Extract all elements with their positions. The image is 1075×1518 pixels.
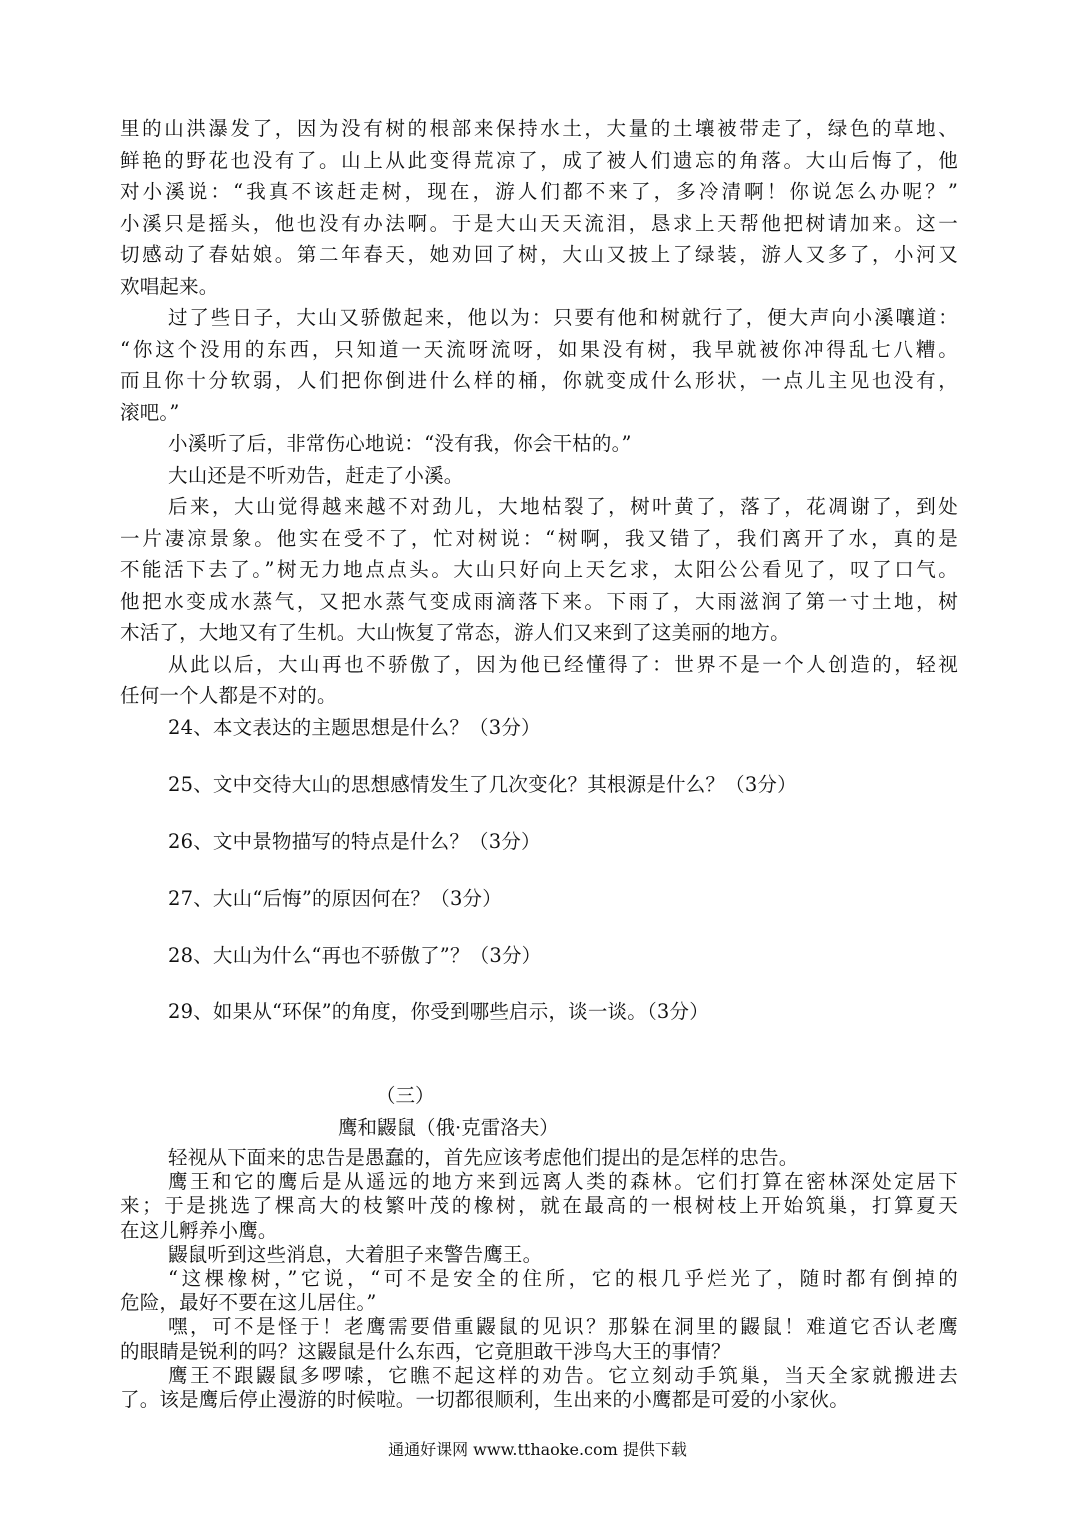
- paragraph-line: 他把水变成水蒸气，又把水蒸气变成雨滴落下来。下雨了，大雨滋润了第一寸土地，树: [120, 590, 958, 613]
- paragraph-line: 的眼睛是锐利的吗？这鼹鼠是什么东西，它竟胆敢干涉鸟大王的事情？: [120, 1339, 731, 1363]
- paragraph-line: 从此以后，大山再也不骄傲了，因为他已经懂得了：世界不是一个人创造的，轻视: [168, 653, 958, 676]
- paragraph-line: 对小溪说：“我真不该赶走树，现在，游人们都不来了，多冷清啊！你说怎么办呢？”: [120, 180, 958, 203]
- question-item: 28、大山为什么“再也不骄傲了”？（3分）: [168, 944, 542, 967]
- paragraph-line: 嘿，可不是怪于！老鹰需要借重鼹鼠的见识？那躲在洞里的鼹鼠！难道它否认老鹰: [168, 1315, 958, 1339]
- paragraph-line: 滚吧。”: [120, 401, 180, 424]
- paragraph-line: 鲜艳的野花也没有了。山上从此变得荒凉了，成了被人们遗忘的角落。大山后悔了，他: [120, 149, 958, 172]
- paragraph-line: 大山还是不听劝告，赶走了小溪。: [168, 464, 464, 487]
- section-title: 鹰和鼹鼠（俄·克雷洛夫）: [338, 1116, 559, 1139]
- paragraph-line: 不能活下去了。”树无力地点点头。大山只好向上天乞求，太阳公公看见了，叹了口气。: [120, 558, 958, 581]
- paragraph-line: 木活了，大地又有了生机。大山恢复了常态，游人们又来到了这美丽的地方。: [120, 621, 790, 644]
- question-item: 26、文中景物描写的特点是什么？（3分）: [168, 830, 541, 853]
- question-item: 24、本文表达的主题思想是什么？（3分）: [168, 716, 541, 739]
- paragraph-line: 欢唱起来。: [120, 275, 219, 298]
- paragraph-line: 小溪只是摇头，他也没有办法啊。于是大山天天流泪，恳求上天帮他把树请加来。这一: [120, 212, 958, 235]
- paragraph-line: 来；于是挑选了棵高大的枝繁叶茂的橡树，就在最高的一根树枝上开始筑巢，打算夏天: [120, 1194, 958, 1218]
- paragraph-line: “你这个没用的东西，只知道一天流呀流呀，如果没有树，我早就被你冲得乱七八糟。: [120, 338, 958, 361]
- paragraph-line: 一片凄凉景象。他实在受不了，忙对树说：“树啊，我又错了，我们离开了水，真的是: [120, 527, 958, 550]
- question-item: 29、如果从“环保”的角度，你受到哪些启示，谈一谈。（3分）: [168, 1000, 709, 1023]
- paragraph-line: 鹰王不跟鼹鼠多啰嗦，它瞧不起这样的劝告。它立刻动手筑巢，当天全家就搬进去: [168, 1363, 958, 1387]
- page-footer: 通通好课网 www.tthaoke.com 提供下载: [388, 1440, 687, 1459]
- paragraph-line: 在这儿孵养小鹰。: [120, 1218, 278, 1242]
- paragraph-line: 危险，最好不要在这儿居住。”: [120, 1291, 377, 1315]
- question-item: 25、文中交待大山的思想感情发生了几次变化？其根源是什么？（3分）: [168, 773, 797, 796]
- paragraph-line: 鹰王和它的鹰后是从遥远的地方来到远离人类的森林。它们打算在密林深处定居下: [168, 1170, 958, 1194]
- paragraph-line: 任何一个人都是不对的。: [120, 684, 337, 707]
- paragraph-line: 了。该是鹰后停止漫游的时候啦。一切都很顺利，生出来的小鹰都是可爱的小家伙。: [120, 1388, 849, 1411]
- paragraph-line: “这棵橡树，”它说，“可不是安全的住所，它的根几乎烂光了，随时都有倒掉的: [168, 1267, 958, 1290]
- paragraph-line: 鼹鼠听到这些消息，大着胆子来警告鹰王。: [168, 1242, 543, 1266]
- paragraph-line: 而且你十分软弱，人们把你倒进什么样的桶，你就变成什么形状，一点儿主见也没有，: [120, 369, 958, 392]
- section-number: （三）: [376, 1084, 435, 1107]
- paragraph-line: 过了些日子，大山又骄傲起来，他以为：只要有他和树就行了，便大声向小溪嚷道：: [168, 306, 958, 329]
- paragraph-line: 轻视从下面来的忠告是愚蠢的，首先应该考虑他们提出的是怎样的忠告。: [168, 1146, 799, 1169]
- paragraph-line: 里的山洪瀑发了，因为没有树的根部来保持水土，大量的土壤被带走了，绿色的草地、: [120, 117, 958, 140]
- paragraph-line: 切感动了春姑娘。第二年春天，她劝回了树，大山又披上了绿装，游人又多了，小河又: [120, 243, 958, 266]
- paragraph-line: 小溪听了后，非常伤心地说：“没有我，你会干枯的。”: [168, 432, 632, 455]
- question-item: 27、大山“后悔”的原因何在？（3分）: [168, 887, 502, 910]
- paragraph-line: 后来，大山觉得越来越不对劲儿，大地枯裂了，树叶黄了，落了，花凋谢了，到处: [168, 495, 958, 518]
